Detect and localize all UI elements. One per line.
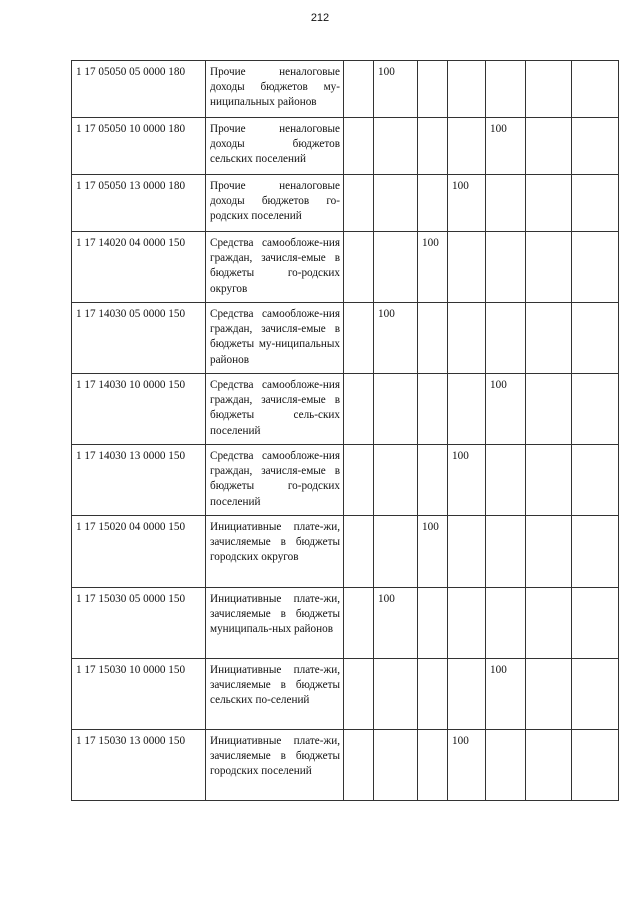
value-cell [344, 303, 374, 374]
value-cell [448, 61, 486, 118]
value-cell [344, 374, 374, 445]
kbk-code-cell: 1 17 15030 13 0000 150 [72, 730, 206, 801]
value-cell [418, 730, 448, 801]
budget-revenue-table [71, 60, 619, 801]
table-row [72, 730, 619, 801]
value-cell: 100 [486, 374, 526, 445]
value-cell [486, 445, 526, 516]
value-cell [344, 730, 374, 801]
value-cell [526, 303, 572, 374]
value-cell [572, 232, 619, 303]
value-cell: 100 [418, 516, 448, 588]
value-cell [418, 445, 448, 516]
value-cell [526, 232, 572, 303]
table-row [72, 61, 619, 118]
value-cell [344, 516, 374, 588]
revenue-name-cell: Инициативные плате-жи, зачисляемые в бюджеты муниципаль-ных районов [206, 588, 344, 659]
kbk-code-cell: 1 17 14030 05 0000 150 [72, 303, 206, 374]
value-cell [572, 175, 619, 232]
value-cell [526, 61, 572, 118]
value-cell [526, 118, 572, 175]
value-cell: 100 [374, 588, 418, 659]
value-cell [572, 445, 619, 516]
value-cell [572, 516, 619, 588]
value-cell [374, 659, 418, 730]
value-cell: 100 [486, 659, 526, 730]
kbk-code-cell: 1 17 05050 10 0000 180 [72, 118, 206, 175]
revenue-name-cell: Прочие неналоговые доходы бюджетов го-родских поселений [206, 175, 344, 232]
value-cell [526, 445, 572, 516]
value-cell [344, 445, 374, 516]
value-cell [344, 61, 374, 118]
revenue-name-cell: Средства самообложе-ния граждан, зачисля-емые в бюджеты сель-ских поселений [206, 374, 344, 445]
value-cell [486, 588, 526, 659]
value-cell: 100 [448, 445, 486, 516]
table-row [72, 175, 619, 232]
value-cell [418, 374, 448, 445]
value-cell [418, 659, 448, 730]
value-cell [344, 588, 374, 659]
table-row [72, 303, 619, 374]
table-body [72, 61, 619, 801]
value-cell [374, 730, 418, 801]
value-cell [418, 303, 448, 374]
value-cell [344, 659, 374, 730]
value-cell [486, 730, 526, 801]
kbk-code-cell: 1 17 15020 04 0000 150 [72, 516, 206, 588]
value-cell [418, 588, 448, 659]
value-cell [418, 118, 448, 175]
value-cell [448, 232, 486, 303]
value-cell [374, 374, 418, 445]
value-cell [344, 175, 374, 232]
value-cell: 100 [448, 175, 486, 232]
page-number: 212 [310, 12, 330, 24]
value-cell [374, 445, 418, 516]
value-cell [526, 588, 572, 659]
value-cell [486, 232, 526, 303]
kbk-code-cell: 1 17 05050 13 0000 180 [72, 175, 206, 232]
revenue-name-cell: Инициативные плате-жи, зачисляемые в бюджеты городских округов [206, 516, 344, 588]
value-cell [448, 588, 486, 659]
value-cell [448, 374, 486, 445]
value-cell [374, 118, 418, 175]
value-cell [448, 516, 486, 588]
table-row [72, 232, 619, 303]
value-cell [572, 730, 619, 801]
revenue-name-cell: Средства самообложе-ния граждан, зачисля-емые в бюджеты го-родских округов [206, 232, 344, 303]
value-cell [486, 61, 526, 118]
value-cell [418, 61, 448, 118]
table-row [72, 659, 619, 730]
value-cell [572, 61, 619, 118]
table-row [72, 588, 619, 659]
value-cell [526, 374, 572, 445]
revenue-name-cell: Средства самообложе-ния граждан, зачисля-емые в бюджеты го-родских поселений [206, 445, 344, 516]
value-cell [374, 232, 418, 303]
value-cell [448, 118, 486, 175]
kbk-code-cell: 1 17 14020 04 0000 150 [72, 232, 206, 303]
table-row [72, 516, 619, 588]
value-cell: 100 [486, 118, 526, 175]
value-cell [486, 175, 526, 232]
value-cell [526, 516, 572, 588]
value-cell [418, 175, 448, 232]
value-cell [486, 303, 526, 374]
kbk-code-cell: 1 17 15030 05 0000 150 [72, 588, 206, 659]
value-cell [448, 303, 486, 374]
table-row [72, 118, 619, 175]
value-cell [344, 232, 374, 303]
value-cell [572, 303, 619, 374]
revenue-name-cell: Прочие неналоговые доходы бюджетов сельских поселений [206, 118, 344, 175]
value-cell [572, 118, 619, 175]
value-cell [344, 118, 374, 175]
table-row [72, 374, 619, 445]
table-row [72, 445, 619, 516]
value-cell [526, 175, 572, 232]
revenue-name-cell: Средства самообложе-ния граждан, зачисля-емые в бюджеты му-ниципальных районов [206, 303, 344, 374]
value-cell [572, 374, 619, 445]
kbk-code-cell: 1 17 14030 10 0000 150 [72, 374, 206, 445]
value-cell [572, 659, 619, 730]
kbk-code-cell: 1 17 05050 05 0000 180 [72, 61, 206, 118]
kbk-code-cell: 1 17 15030 10 0000 150 [72, 659, 206, 730]
value-cell [448, 659, 486, 730]
revenue-name-cell: Инициативные плате-жи, зачисляемые в бюджеты сельских по-селений [206, 659, 344, 730]
value-cell [526, 659, 572, 730]
value-cell: 100 [374, 61, 418, 118]
value-cell [572, 588, 619, 659]
value-cell: 100 [418, 232, 448, 303]
revenue-name-cell: Инициативные плате-жи, зачисляемые в бюджеты городских поселений [206, 730, 344, 801]
value-cell: 100 [374, 303, 418, 374]
value-cell [486, 516, 526, 588]
revenue-name-cell: Прочие неналоговые доходы бюджетов му-ниципальных районов [206, 61, 344, 118]
value-cell [374, 175, 418, 232]
value-cell: 100 [448, 730, 486, 801]
kbk-code-cell: 1 17 14030 13 0000 150 [72, 445, 206, 516]
value-cell [526, 730, 572, 801]
value-cell [374, 516, 418, 588]
